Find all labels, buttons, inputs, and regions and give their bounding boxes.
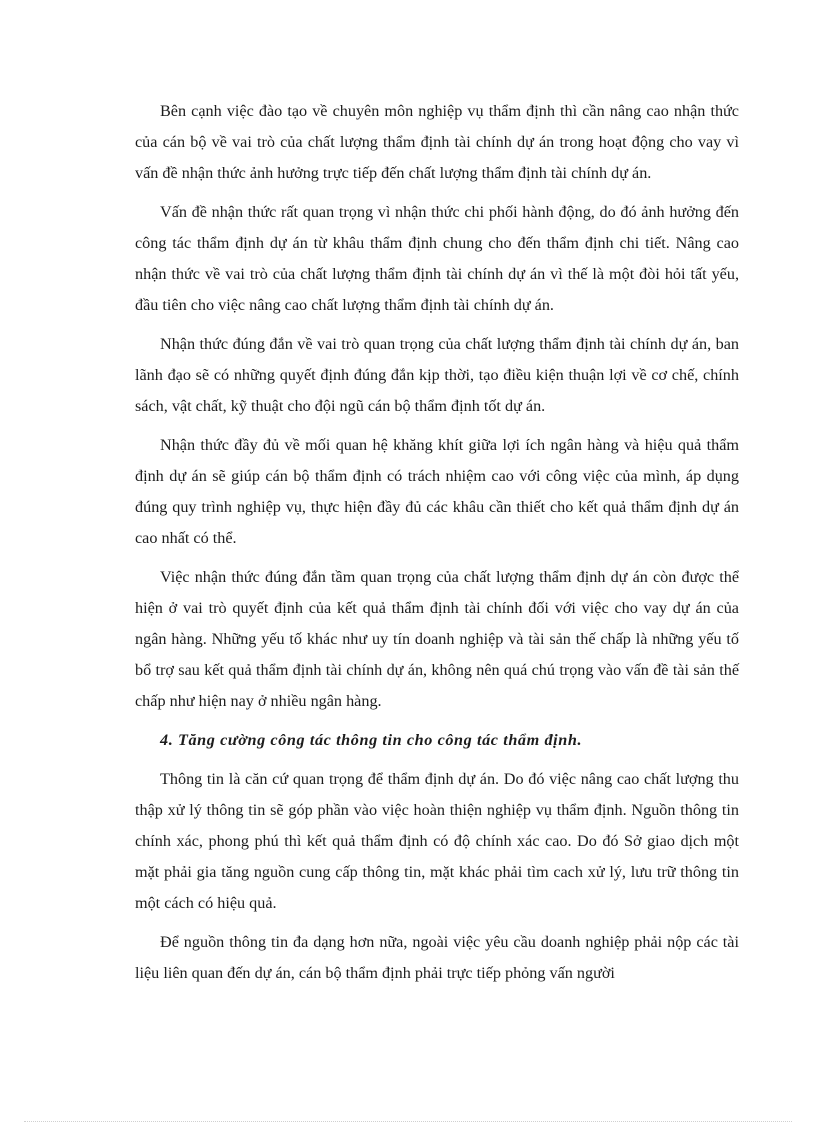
document-body <box>135 96 739 997</box>
paragraph: Nhận thức đúng đắn về vai trò quan trọng của chất lượng thẩm định tài chính dự án, ban lãnh đạo sẽ có những quyết định đúng đắn kịp thời, tạo điều kiện thuận lợi về cơ chế, chính sách, vật chất, kỹ thuật cho đội ngũ cán bộ thẩm định tốt dự án. <box>135 335 739 415</box>
paragraph: Bên cạnh việc đào tạo về chuyên môn nghiệp vụ thẩm định thì cần nâng cao nhận thức của cán bộ về vai trò của chất lượng thẩm định tài chính dự án trong hoạt động cho vay vì vấn đề nhận thức ảnh hưởng trực tiếp đến chất lượng thẩm định tài chính dự án. <box>135 102 739 182</box>
page-bottom-divider <box>24 1121 792 1122</box>
paragraph: Việc nhận thức đúng đắn tầm quan trọng của chất lượng thẩm định dự án còn được thể hiện ở vai trò quyết định của kết quả thẩm định tài chính đối với việc cho vay dự án của ngân hàng. Những yếu tố khác như uy tín doanh nghiệp và tài sản thế chấp là những yếu tố bổ trợ sau kết quả thẩm định tài chính dự án, không nên quá chú trọng vào vấn đề tài sản thế chấp như hiện nay ở nhiều ngân hàng. <box>135 568 739 710</box>
paragraph: Nhận thức đầy đủ về mối quan hệ khăng khít giữa lợi ích ngân hàng và hiệu quả thẩm định dự án sẽ giúp cán bộ thẩm định có trách nhiệm cao với công việc của mình, áp dụng đúng quy trình nghiệp vụ, thực hiện đầy đủ các khâu cần thiết cho kết quả thẩm định dự án cao nhất có thể. <box>135 436 739 547</box>
paragraph: Thông tin là căn cứ quan trọng để thẩm định dự án. Do đó việc nâng cao chất lượng thu thập xử lý thông tin sẽ góp phần vào việc hoàn thiện nghiệp vụ thẩm định. Nguồn thông tin chính xác, phong phú thì kết quả thẩm định có độ chính xác cao. Do đó Sở giao dịch một mặt phải gia tăng nguồn cung cấp thông tin, mặt khác phải tìm cach xử lý, lưu trữ thông tin một cách có hiệu quả. <box>135 770 739 912</box>
paragraph: Vấn đề nhận thức rất quan trọng vì nhận thức chi phối hành động, do đó ảnh hưởng đến công tác thẩm định dự án từ khâu thẩm định chung cho đến thẩm định chi tiết. Nâng cao nhận thức về vai trò của chất lượng thẩm định tài chính dự án vì thế là một đòi hỏi tất yếu, đầu tiên cho việc nâng cao chất lượng thẩm định tài chính dự án. <box>135 203 739 314</box>
section-heading: 4. Tăng cường công tác thông tin cho công tác thẩm định. <box>160 731 583 749</box>
paragraph: Để nguồn thông tin đa dạng hơn nữa, ngoài việc yêu cầu doanh nghiệp phải nộp các tài liệu liên quan đến dự án, cán bộ thẩm định phải trực tiếp phỏng vấn người <box>135 933 739 982</box>
